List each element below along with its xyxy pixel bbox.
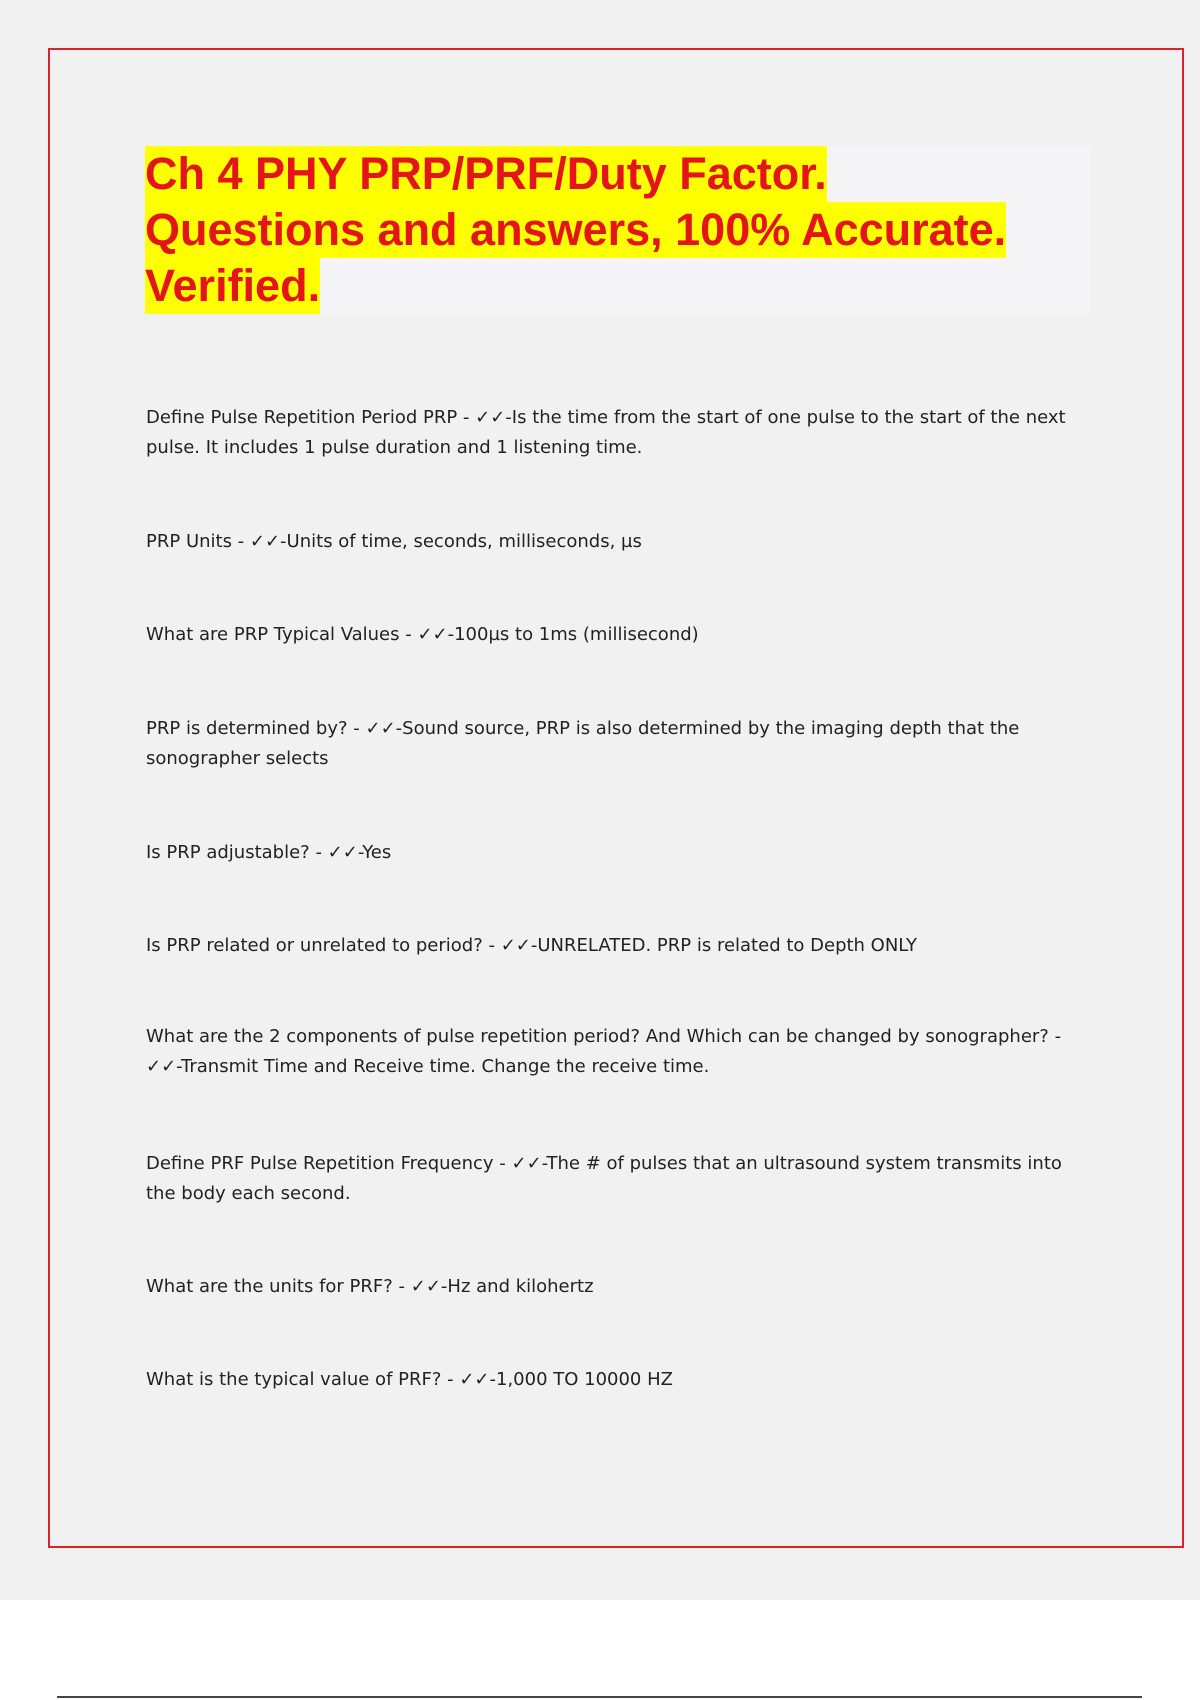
bottom-divider bbox=[57, 1696, 1142, 1698]
qa-item: Is PRP adjustable? - ✓✓-Yes bbox=[146, 842, 392, 863]
title-line-1: Ch 4 PHY PRP/PRF/Duty Factor. bbox=[145, 146, 827, 202]
title-line-3: Verified. bbox=[145, 258, 320, 314]
qa-item: Define Pulse Repetition Period PRP - ✓✓-Is the time from the start of one pulse to the start of the next pulse. It includes 1 pulse duration and 1 listening time. bbox=[146, 407, 1066, 458]
qa-item: What are PRP Typical Values - ✓✓-100µs to 1ms (millisecond) bbox=[146, 624, 699, 645]
qa-item: What are the units for PRF? - ✓✓-Hz and kilohertz bbox=[146, 1276, 594, 1297]
qa-item: Is PRP related or unrelated to period? - ✓✓-UNRELATED. PRP is related to Depth ONLY bbox=[146, 935, 917, 956]
qa-item: PRP is determined by? - ✓✓-Sound source, PRP is also determined by the imaging depth that the sonographer selects bbox=[146, 718, 1020, 769]
title-line-2: Questions and answers, 100% Accurate. bbox=[145, 202, 1006, 258]
document-title bbox=[145, 146, 1091, 314]
qa-item: What are the 2 components of pulse repetition period? And Which can be changed by sonographer? - ✓✓-Transmit Time and Receive time. Change the receive time. bbox=[146, 1026, 1062, 1077]
qa-item: PRP Units - ✓✓-Units of time, seconds, milliseconds, µs bbox=[146, 531, 642, 552]
qa-item: Define PRF Pulse Repetition Frequency - ✓✓-The # of pulses that an ultrasound system transmits into the body each second. bbox=[146, 1153, 1062, 1204]
title-block bbox=[145, 146, 1091, 314]
qa-item: What is the typical value of PRF? - ✓✓-1,000 TO 10000 HZ bbox=[146, 1369, 673, 1390]
